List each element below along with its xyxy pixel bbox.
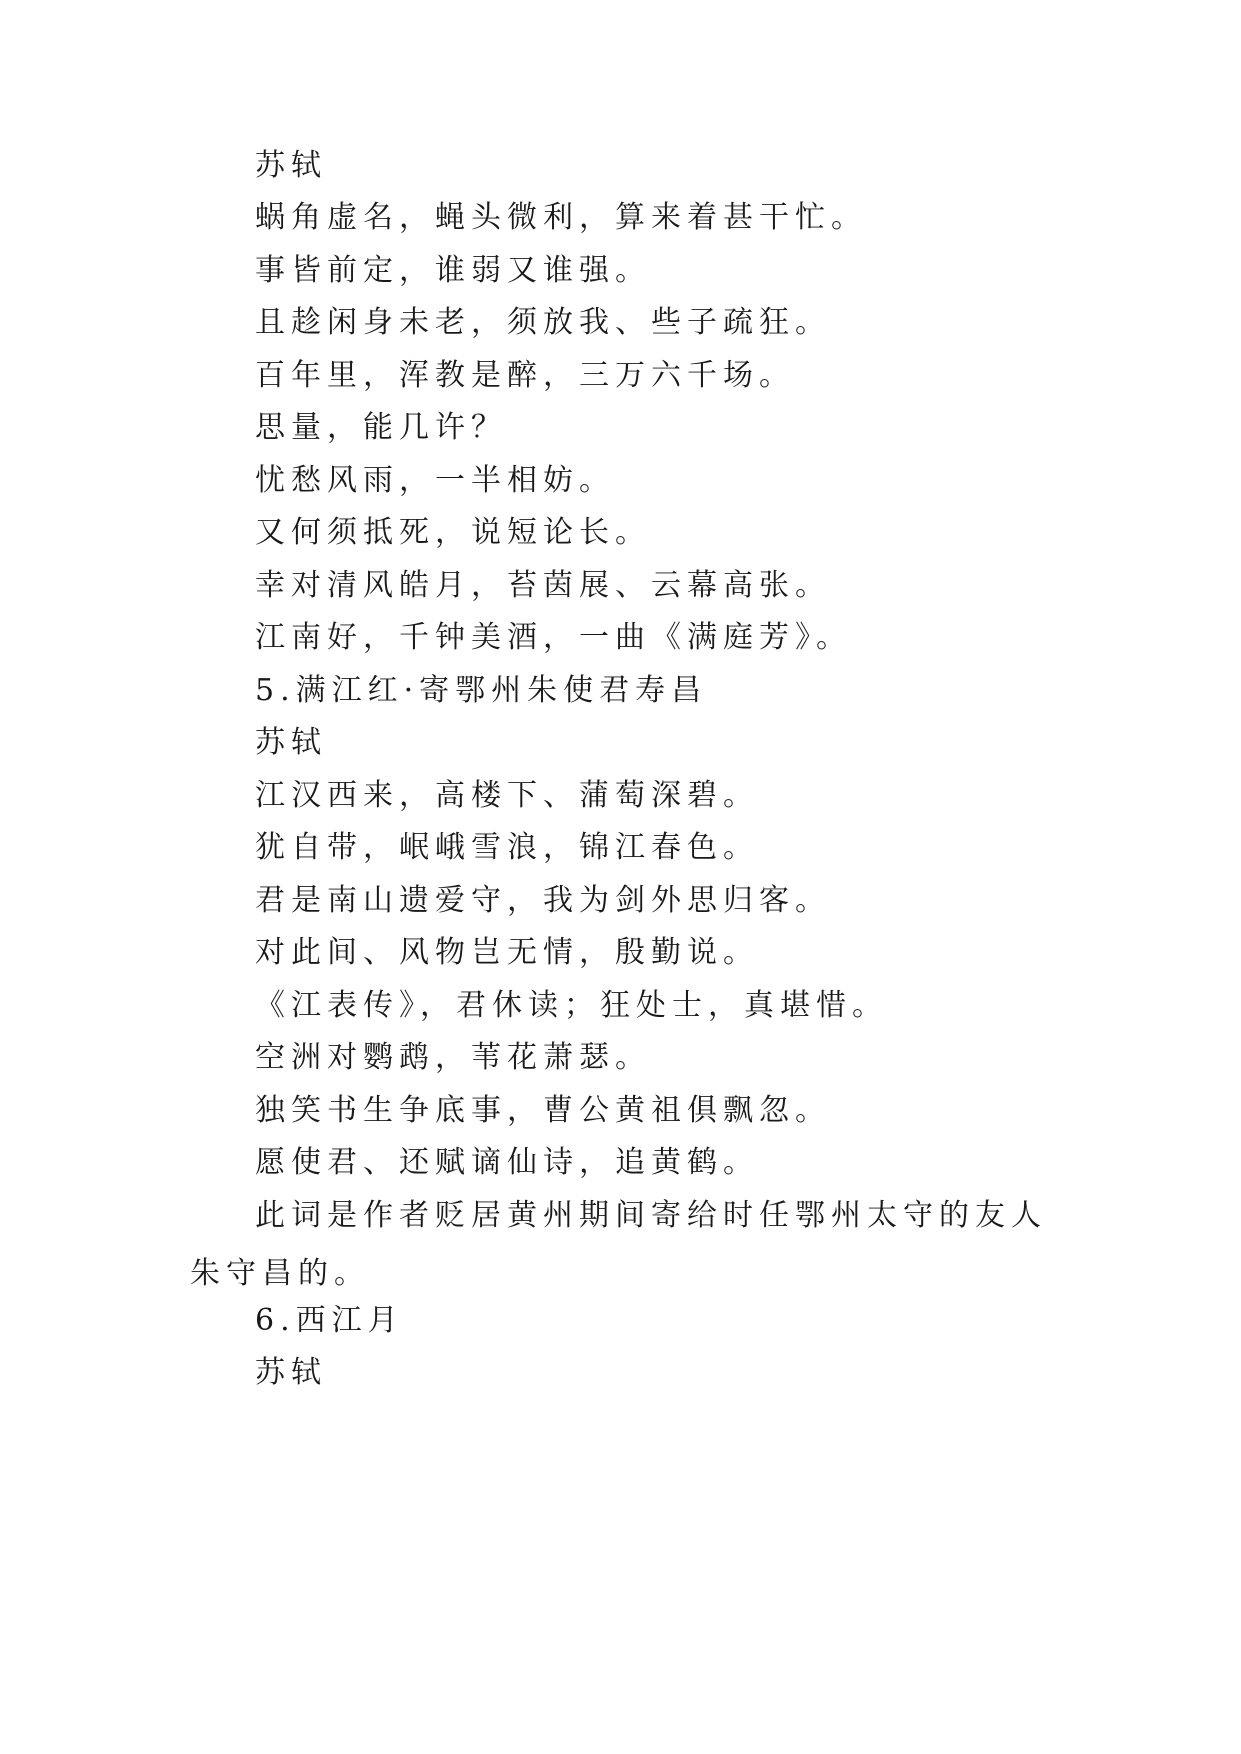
poem5-line-6: 空洲对鹦鹉，苇花萧瑟。 [255, 1040, 651, 1075]
poem4-author: 苏轼 [255, 148, 327, 183]
poem6-title: 6.西江月 [255, 1303, 404, 1338]
poem5-line-5: 《江表传》，君休读；狂处士，真堪惜。 [255, 988, 888, 1023]
poem4-line-1: 蜗角虚名，蝇头微利，算来着甚干忙。 [255, 200, 867, 235]
poem5-line-2: 犹自带，岷峨雪浪，锦江春色。 [255, 830, 759, 865]
poem4-line-7: 又何须抵死，说短论长。 [255, 515, 651, 550]
poem5-line-1: 江汉西来，高楼下、蒲萄深碧。 [255, 778, 759, 813]
poem4-line-9: 江南好，千钟美酒，一曲《满庭芳》。 [255, 620, 852, 655]
poem5-title: 5.满江红·寄鄂州朱使君寿昌 [255, 673, 708, 708]
poem6-author: 苏轼 [255, 1355, 327, 1390]
poem4-line-2: 事皆前定，谁弱又谁强。 [255, 253, 651, 288]
poem5-note: 此词是作者贬居黄州期间寄给时任鄂州太守的友人朱守昌的。 [190, 1198, 1047, 1291]
poem5-line-4: 对此间、风物岂无情，殷勤说。 [255, 935, 759, 970]
poem5-line-7: 独笑书生争底事，曹公黄祖俱飘忽。 [255, 1093, 831, 1128]
poem4-line-8: 幸对清风皓月，苔茵展、云幕高张。 [255, 568, 831, 603]
poem4-line-3: 且趁闲身未老，须放我、些子疏狂。 [255, 305, 831, 340]
poem5-line-3: 君是南山遗爱守，我为剑外思归客。 [255, 883, 831, 918]
poem4-line-5: 思量，能几许？ [255, 410, 507, 445]
poem4-line-4: 百年里，浑教是醉，三万六千场。 [255, 358, 795, 393]
poem4-line-6: 忧愁风雨，一半相妨。 [255, 463, 615, 498]
poem5-line-8: 愿使君、还赋谪仙诗，追黄鹤。 [255, 1145, 759, 1180]
poem5-author: 苏轼 [255, 725, 327, 760]
